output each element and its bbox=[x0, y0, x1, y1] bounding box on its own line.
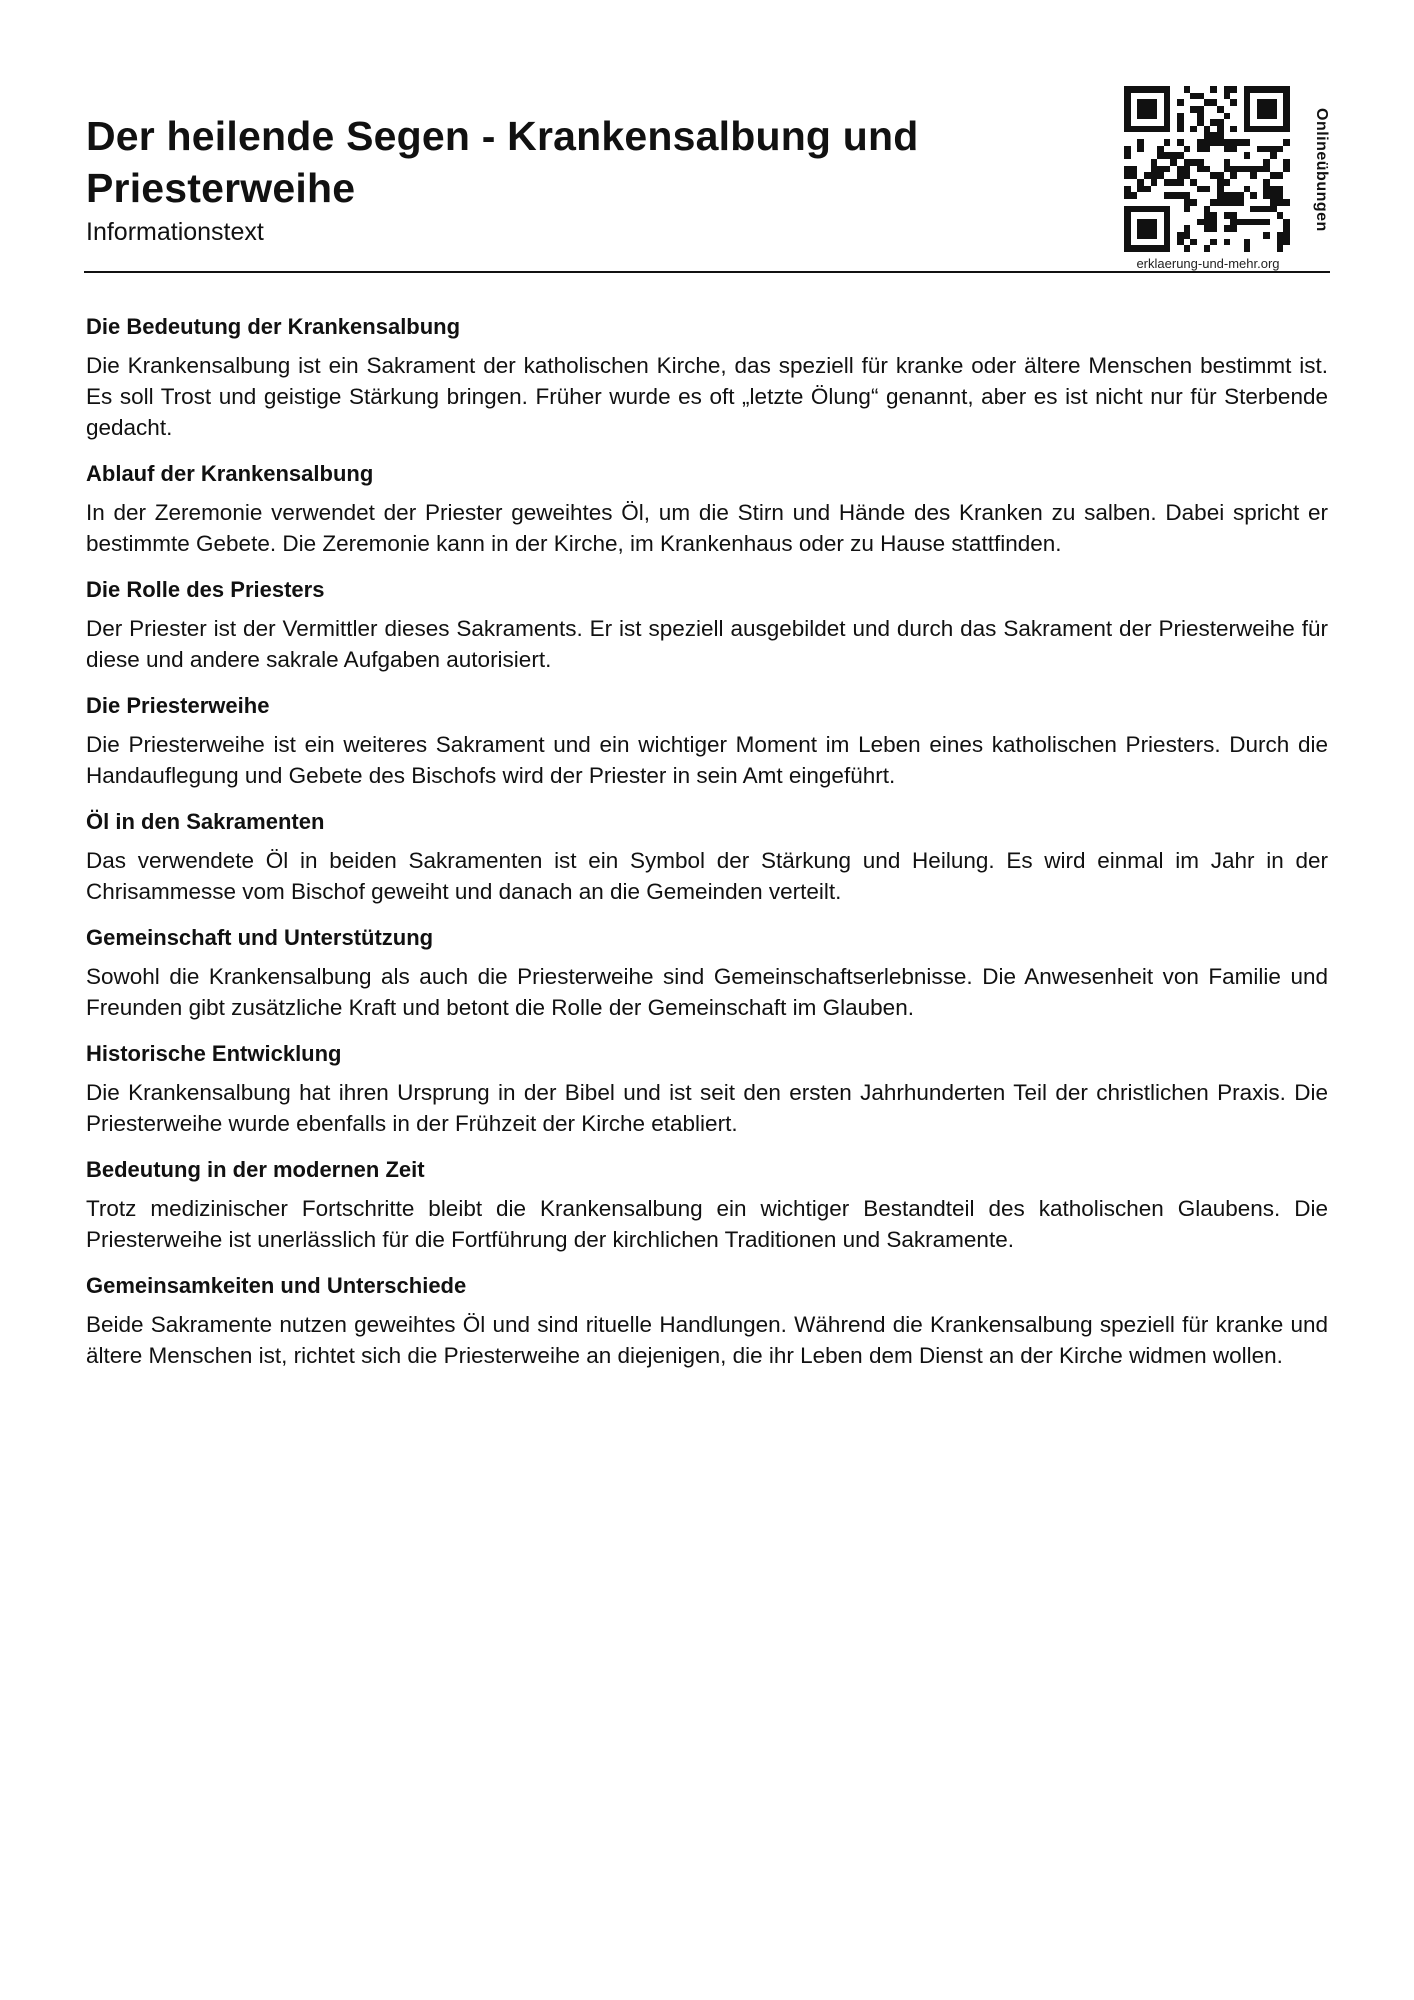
main-content bbox=[86, 312, 1328, 1387]
section-role-of-priest bbox=[86, 575, 1328, 675]
section-heading: Die Bedeutung der Krankensalbung bbox=[86, 314, 461, 339]
section-text: Sowohl die Krankensalbung als auch die Priesterweihe sind Gemeinschaftserlebnisse. Die Anwesenheit von Familie und Freunden gibt zusätzliche Kraft und betont die Rolle der Gemeinschaft im Glauben. bbox=[86, 964, 1328, 1020]
section-text: Das verwendete Öl in beiden Sakramenten ist ein Symbol der Stärkung und Heilung. Es wird einmal im Jahr in der Chrisammesse vom Bischof geweiht und danach an die Gemeinden verteilt. bbox=[86, 848, 1328, 904]
qr-caption: erklaerung-und-mehr.org bbox=[1136, 256, 1280, 271]
section-heading: Die Priesterweihe bbox=[86, 693, 270, 718]
section-text: Die Krankensalbung ist ein Sakrament der katholischen Kirche, das speziell für kranke oder ältere Menschen bestimmt ist. Es soll Trost und geistige Stärkung bringen. Früher wurde es oft „letzte Ölung“ genannt, aber es ist nicht nur für Sterbende gedacht. bbox=[86, 353, 1328, 440]
page-subtitle: Informationstext bbox=[86, 218, 264, 246]
section-text: Die Priesterweihe ist ein weiteres Sakrament und ein wichtiger Moment im Leben eines katholischen Priesters. Durch die Handauflegung und Gebete des Bischofs wird der Priester in sein Amt eingeführt. bbox=[86, 732, 1328, 788]
section-text: Trotz medizinischer Fortschritte bleibt die Krankensalbung ein wichtiger Bestandteil des katholischen Glaubens. Die Priesterweihe ist unerlässlich für die Fortführung der kirchlichen Traditionen und Sakramente. bbox=[86, 1196, 1328, 1252]
section-heading: Gemeinschaft und Unterstützung bbox=[86, 925, 434, 950]
section-meaning bbox=[86, 312, 1328, 443]
qr-code-block[interactable] bbox=[1122, 84, 1292, 274]
section-text: Die Krankensalbung hat ihren Ursprung in der Bibel und ist seit den ersten Jahrhunderten Teil der christlichen Praxis. Die Priesterweihe wurde ebenfalls in der Frühzeit der Kirche etabliert. bbox=[86, 1080, 1328, 1136]
section-community bbox=[86, 923, 1328, 1023]
section-heading: Historische Entwicklung bbox=[86, 1041, 342, 1066]
section-heading: Gemeinsamkeiten und Unterschiede bbox=[86, 1273, 467, 1298]
header bbox=[86, 110, 1046, 248]
section-heading: Öl in den Sakramenten bbox=[86, 809, 325, 834]
section-history bbox=[86, 1039, 1328, 1139]
header-divider bbox=[84, 271, 1330, 273]
section-modern-times bbox=[86, 1155, 1328, 1255]
section-oil bbox=[86, 807, 1328, 907]
section-ordination bbox=[86, 691, 1328, 791]
section-text: Der Priester ist der Vermittler dieses Sakraments. Er ist speziell ausgebildet und durch das Sakrament der Priesterweihe für diese und andere sakrale Aufgaben autorisiert. bbox=[86, 616, 1328, 672]
section-procedure bbox=[86, 459, 1328, 559]
section-text: In der Zeremonie verwendet der Priester geweihtes Öl, um die Stirn und Hände des Kranken zu salben. Dabei spricht er bestimmte Gebete. Die Zeremonie kann in der Kirche, im Krankenhaus oder zu Hause stattfinden. bbox=[86, 500, 1328, 556]
online-exercises-label: Onlineübungen bbox=[1313, 108, 1330, 232]
qr-code-icon[interactable] bbox=[1124, 86, 1290, 252]
page-title: Der heilende Segen - Krankensalbung und Priesterweihe bbox=[86, 113, 919, 211]
section-heading: Ablauf der Krankensalbung bbox=[86, 461, 374, 486]
section-heading: Die Rolle des Priesters bbox=[86, 577, 325, 602]
section-text: Beide Sakramente nutzen geweihtes Öl und sind rituelle Handlungen. Während die Krankensalbung speziell für kranke und ältere Menschen ist, richtet sich die Priesterweihe an diejenigen, die ihr Leben dem Dienst an der Kirche widmen wollen. bbox=[86, 1312, 1328, 1368]
section-heading: Bedeutung in der modernen Zeit bbox=[86, 1157, 425, 1182]
section-similarities bbox=[86, 1271, 1328, 1371]
